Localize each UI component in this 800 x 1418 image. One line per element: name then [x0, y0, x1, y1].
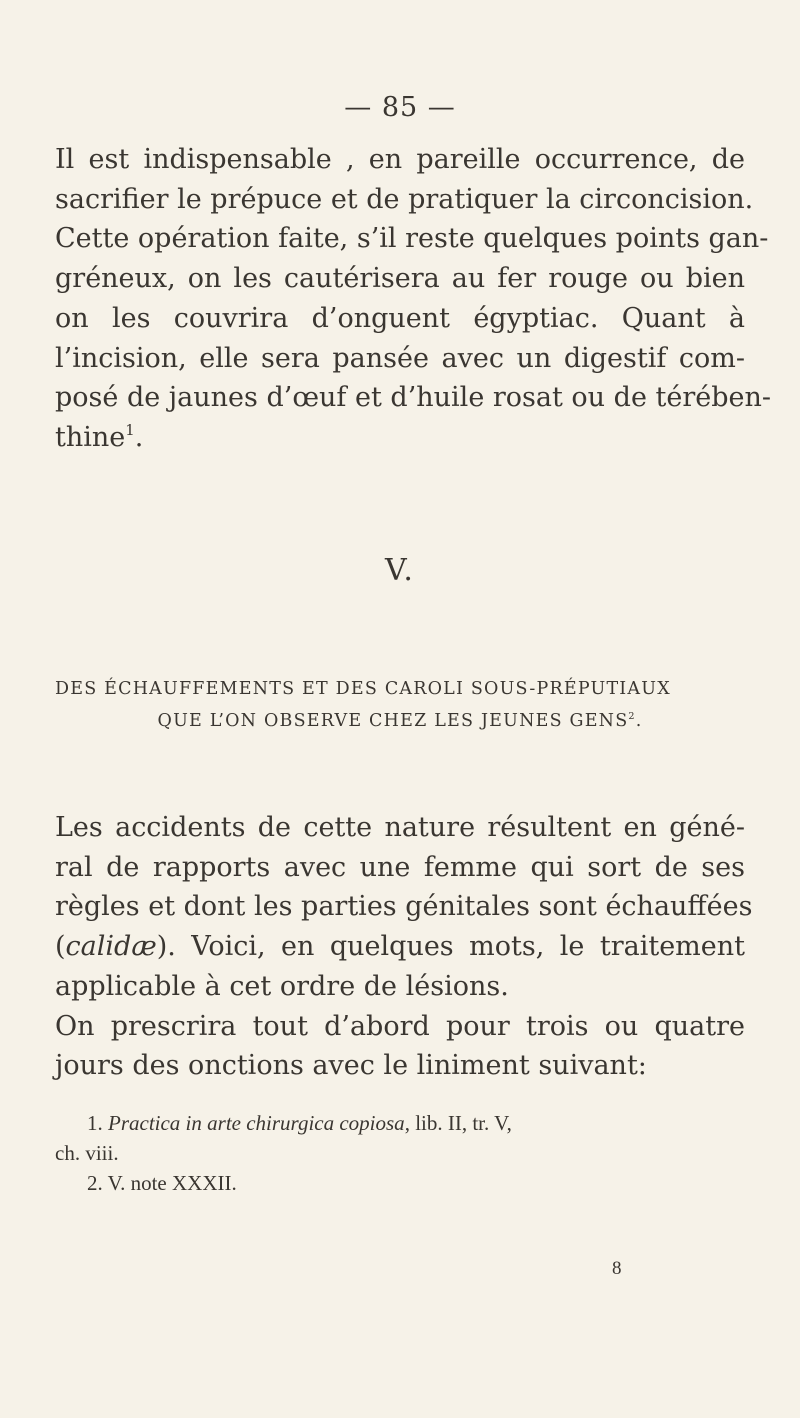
text-line: On prescrira tout d’abord pour trois ou quatre — [55, 1010, 745, 1042]
footnote-1-continuation: ch. viii. — [55, 1141, 119, 1165]
text-line: l’incision, elle sera pansée avec un digestif com- — [55, 342, 745, 374]
text-line: règles et dont les parties génitales sont échauffées — [55, 891, 753, 923]
footnote-2: 2. V. note XXXII. — [87, 1171, 237, 1195]
text-line: ral de rapports avec une femme qui sort de ses — [55, 851, 745, 883]
paragraph-1 — [55, 140, 771, 458]
punctuation: . — [635, 711, 643, 731]
text-line: sacrifier le prépuce et de pratiquer la circoncision. — [55, 183, 754, 215]
text-line: jours des onctions avec le liniment suivant: — [55, 1050, 647, 1082]
text-line: Les accidents de cette nature résultent en géné- — [55, 812, 745, 843]
text-line: applicable à cet ordre de lésions. — [55, 970, 509, 1002]
punctuation: . — [134, 421, 144, 453]
section-title-line-2 — [55, 702, 745, 740]
text-fragment: ( — [55, 931, 66, 963]
footnote-1 — [55, 1108, 745, 1138]
footnote-number: 1. — [87, 1111, 103, 1135]
text-line: Il est indispensable , en pareille occurrence, de — [55, 144, 745, 175]
text-line — [55, 418, 745, 458]
footnote-text: , lib. II, tr. V, — [404, 1111, 512, 1135]
text-line — [55, 927, 745, 967]
paragraph-2 — [55, 808, 753, 1086]
text-line: Cette opération faite, s’il reste quelques points gan- — [55, 223, 769, 255]
latin-term: calidæ — [65, 931, 157, 963]
title-text: QUE L’ON OBSERVE CHEZ LES JEUNES GENS — [157, 711, 629, 731]
text-fragment: thine — [55, 421, 126, 453]
footnote-title: Practica in arte chirurgica copiosa — [108, 1111, 405, 1135]
footnotes — [55, 1108, 745, 1198]
text-line: gréneux, on les cautérisera au fer rouge ou bien — [55, 263, 745, 295]
text-line: posé de jaunes d’œuf et d’huile rosat ou de térében- — [55, 382, 771, 414]
text-fragment: ). Voici, en quelques mots, le traitement — [156, 931, 745, 963]
footnote-ref-2[interactable]: 2 — [628, 710, 636, 722]
page-number: — 85 — — [344, 92, 456, 123]
section-numeral: V. — [385, 553, 415, 588]
footnote-ref-1[interactable]: 1 — [125, 420, 135, 439]
text-line: on les couvrira d’onguent égyptiac. Quant à — [55, 302, 745, 334]
signature-mark: 8 — [612, 1258, 622, 1279]
section-title-line-1: DES ÉCHAUFFEMENTS ET DES CAROLI SOUS-PRÉPUTIAUX — [55, 679, 671, 699]
